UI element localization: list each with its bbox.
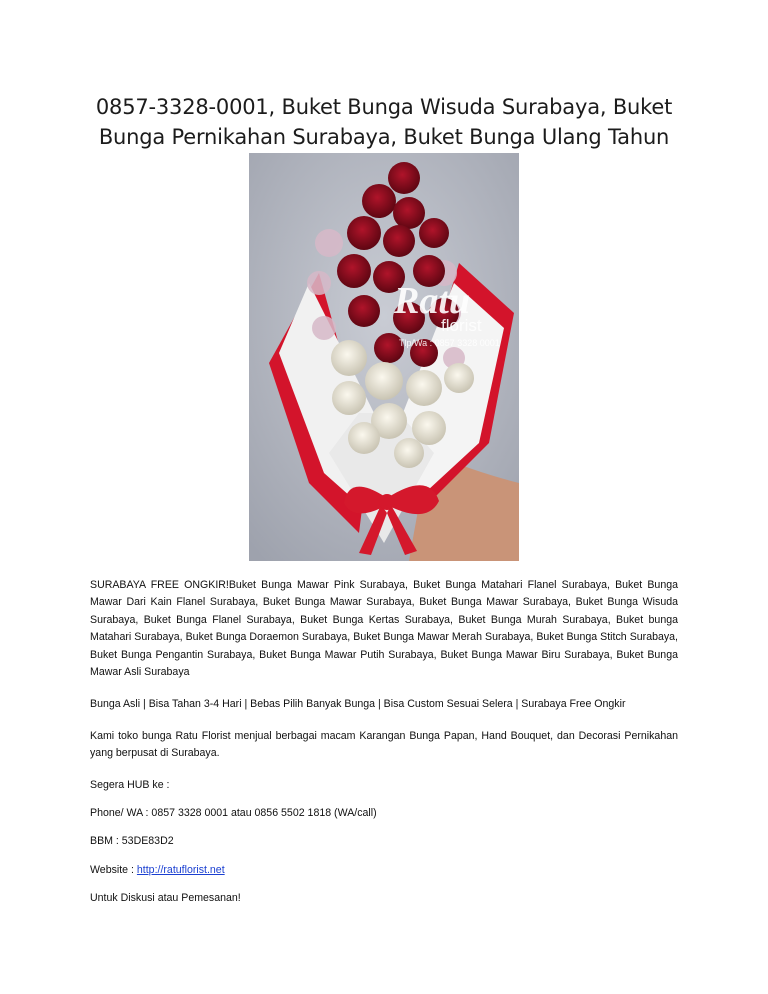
website-link[interactable]: http://ratuflorist.net <box>136 864 225 876</box>
bbm-line: BBM : 53DE83D2 <box>90 835 174 847</box>
contact-heading: Segera HUB ke : <box>90 779 170 791</box>
phone-line: Phone/ WA : 0857 3328 0001 atau 0856 5502 1818 (WA/call) <box>90 807 377 819</box>
document-title: 0857-3328-0001, Buket Bunga Wisuda Surabaya, Buket Bunga Pernikahan Surabaya, Buket Bunga Ulang Tahun <box>95 95 673 149</box>
website-line <box>90 862 678 879</box>
website-label: Website : <box>90 864 137 876</box>
watermark-contact: Tlp/Wa : 0857 3328 0001 <box>399 338 500 348</box>
watermark-sub: florist <box>441 316 482 335</box>
bouquet-photo <box>249 153 519 561</box>
about-paragraph: Kami toko bunga Ratu Florist menjual berbagai macam Karangan Bunga Papan, Hand Bouquet, dan Decorasi Pernikahan yang berpusat di Surabaya. <box>90 730 678 760</box>
features-paragraph: Bunga Asli | Bisa Tahan 3-4 Hari | Bebas Pilih Banyak Bunga | Bisa Custom Sesuai Selera | Surabaya Free Ongkir <box>90 698 626 710</box>
intro-paragraph: SURABAYA FREE ONGKIR!Buket Bunga Mawar Pink Surabaya, Buket Bunga Matahari Flanel Surabaya, Buket Bunga Mawar Dari Kain Flanel Surabaya, Buket Bunga Mawar Surabaya, Buket Bunga Mawar Surabaya, Buket Bunga Wisuda Surabaya, Buket Bunga Flanel Surabaya, Buket Bunga Kertas Surabaya, Buket Bunga Murah Surabaya, Buket bunga Matahari Surabaya, Buket Bunga Doraemon Surabaya, Buket Bunga Mawar Merah Surabaya, Buket Bunga Stitch Surabaya, Buket Bunga Pengantin Surabaya, Buket Bunga Mawar Putih Surabaya, Buket Bunga Mawar Biru Surabaya, Buket Bunga Mawar Asli Surabaya <box>90 579 678 679</box>
closing-line: Untuk Diskusi atau Pemesanan! <box>90 892 241 904</box>
watermark-brand: Ratu <box>394 280 471 322</box>
